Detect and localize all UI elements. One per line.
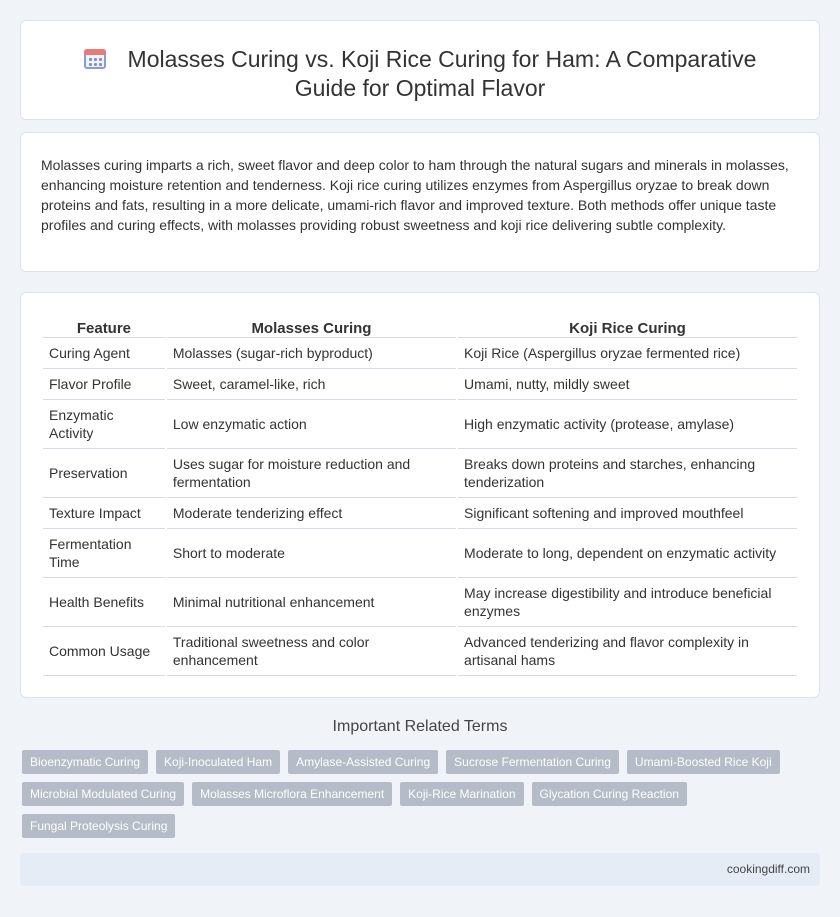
term-tag[interactable]: Fungal Proteolysis Curing xyxy=(22,814,175,838)
term-tag[interactable]: Amylase-Assisted Curing xyxy=(288,750,438,774)
cell-molasses: Sweet, caramel-like, rich xyxy=(167,369,456,400)
title-line-2: Guide for Optimal Flavor xyxy=(294,75,546,101)
cell-koji: Breaks down proteins and starches, enhancing tenderization xyxy=(458,449,797,498)
cell-feature: Enzymatic Activity xyxy=(43,400,165,449)
term-tag[interactable]: Umami-Boosted Rice Koji xyxy=(627,750,780,774)
cell-koji: Significant softening and improved mouthfeel xyxy=(458,498,797,529)
cell-feature: Flavor Profile xyxy=(43,369,165,400)
comparison-card xyxy=(20,292,820,698)
page-title xyxy=(21,45,819,103)
term-tag[interactable]: Glycation Curing Reaction xyxy=(532,782,687,806)
footer xyxy=(20,853,820,886)
footer-site-link[interactable]: cookingdiff.com xyxy=(726,862,810,876)
related-terms-heading: Important Related Terms xyxy=(332,718,508,735)
header-feature: Feature xyxy=(43,315,165,338)
table-row xyxy=(43,578,797,627)
title-card xyxy=(20,20,820,120)
header-koji: Koji Rice Curing xyxy=(458,315,797,338)
cell-molasses: Low enzymatic action xyxy=(167,400,456,449)
cell-molasses: Molasses (sugar-rich byproduct) xyxy=(167,338,456,369)
table-row xyxy=(43,449,797,498)
cell-molasses: Uses sugar for moisture reduction and fermentation xyxy=(167,449,456,498)
term-tag[interactable]: Koji-Rice Marination xyxy=(400,782,523,806)
term-tag[interactable]: Sucrose Fermentation Curing xyxy=(446,750,619,774)
table-row xyxy=(43,498,797,529)
term-tag[interactable]: Molasses Microflora Enhancement xyxy=(192,782,392,806)
cell-molasses: Traditional sweetness and color enhancement xyxy=(167,627,456,676)
cell-koji: High enzymatic activity (protease, amylase) xyxy=(458,400,797,449)
cell-feature: Fermentation Time xyxy=(43,529,165,578)
table-row xyxy=(43,529,797,578)
calendar-icon xyxy=(84,47,106,69)
cell-feature: Texture Impact xyxy=(43,498,165,529)
cell-feature: Health Benefits xyxy=(43,578,165,627)
table-row xyxy=(43,627,797,676)
cell-koji: Koji Rice (Aspergillus oryzae fermented rice) xyxy=(458,338,797,369)
header-molasses: Molasses Curing xyxy=(167,315,456,338)
table-row xyxy=(43,400,797,449)
cell-molasses: Minimal nutritional enhancement xyxy=(167,578,456,627)
cell-feature: Curing Agent xyxy=(43,338,165,369)
term-tag[interactable]: Koji-Inoculated Ham xyxy=(156,750,280,774)
intro-paragraph: Molasses curing imparts a rich, sweet flavor and deep color to ham through the natural sugars and minerals in molasses, enhancing moisture retention and tenderness. Koji rice curing utilizes enzymes from Aspergillus oryzae to break down proteins and fats, resulting in a more delicate, umami-rich flavor and improved texture. Both methods offer unique taste profiles and curing effects, with molasses providing robust sweetness and koji rice delivering subtle complexity. xyxy=(41,157,789,233)
cell-molasses: Moderate tenderizing effect xyxy=(167,498,456,529)
comparison-table xyxy=(41,315,799,676)
table-header-row xyxy=(43,315,797,338)
cell-koji: May increase digestibility and introduce beneficial enzymes xyxy=(458,578,797,627)
term-tag[interactable]: Microbial Modulated Curing xyxy=(22,782,184,806)
cell-koji: Umami, nutty, mildly sweet xyxy=(458,369,797,400)
cell-feature: Common Usage xyxy=(43,627,165,676)
cell-koji: Moderate to long, dependent on enzymatic activity xyxy=(458,529,797,578)
related-terms-list xyxy=(22,750,822,846)
cell-koji: Advanced tenderizing and flavor complexity in artisanal hams xyxy=(458,627,797,676)
cell-feature: Preservation xyxy=(43,449,165,498)
table-row xyxy=(43,338,797,369)
intro-card xyxy=(20,132,820,272)
title-line-1: Molasses Curing vs. Koji Rice Curing for Ham: A Comparative xyxy=(127,46,757,72)
cell-molasses: Short to moderate xyxy=(167,529,456,578)
table-row xyxy=(43,369,797,400)
term-tag[interactable]: Bioenzymatic Curing xyxy=(22,750,148,774)
